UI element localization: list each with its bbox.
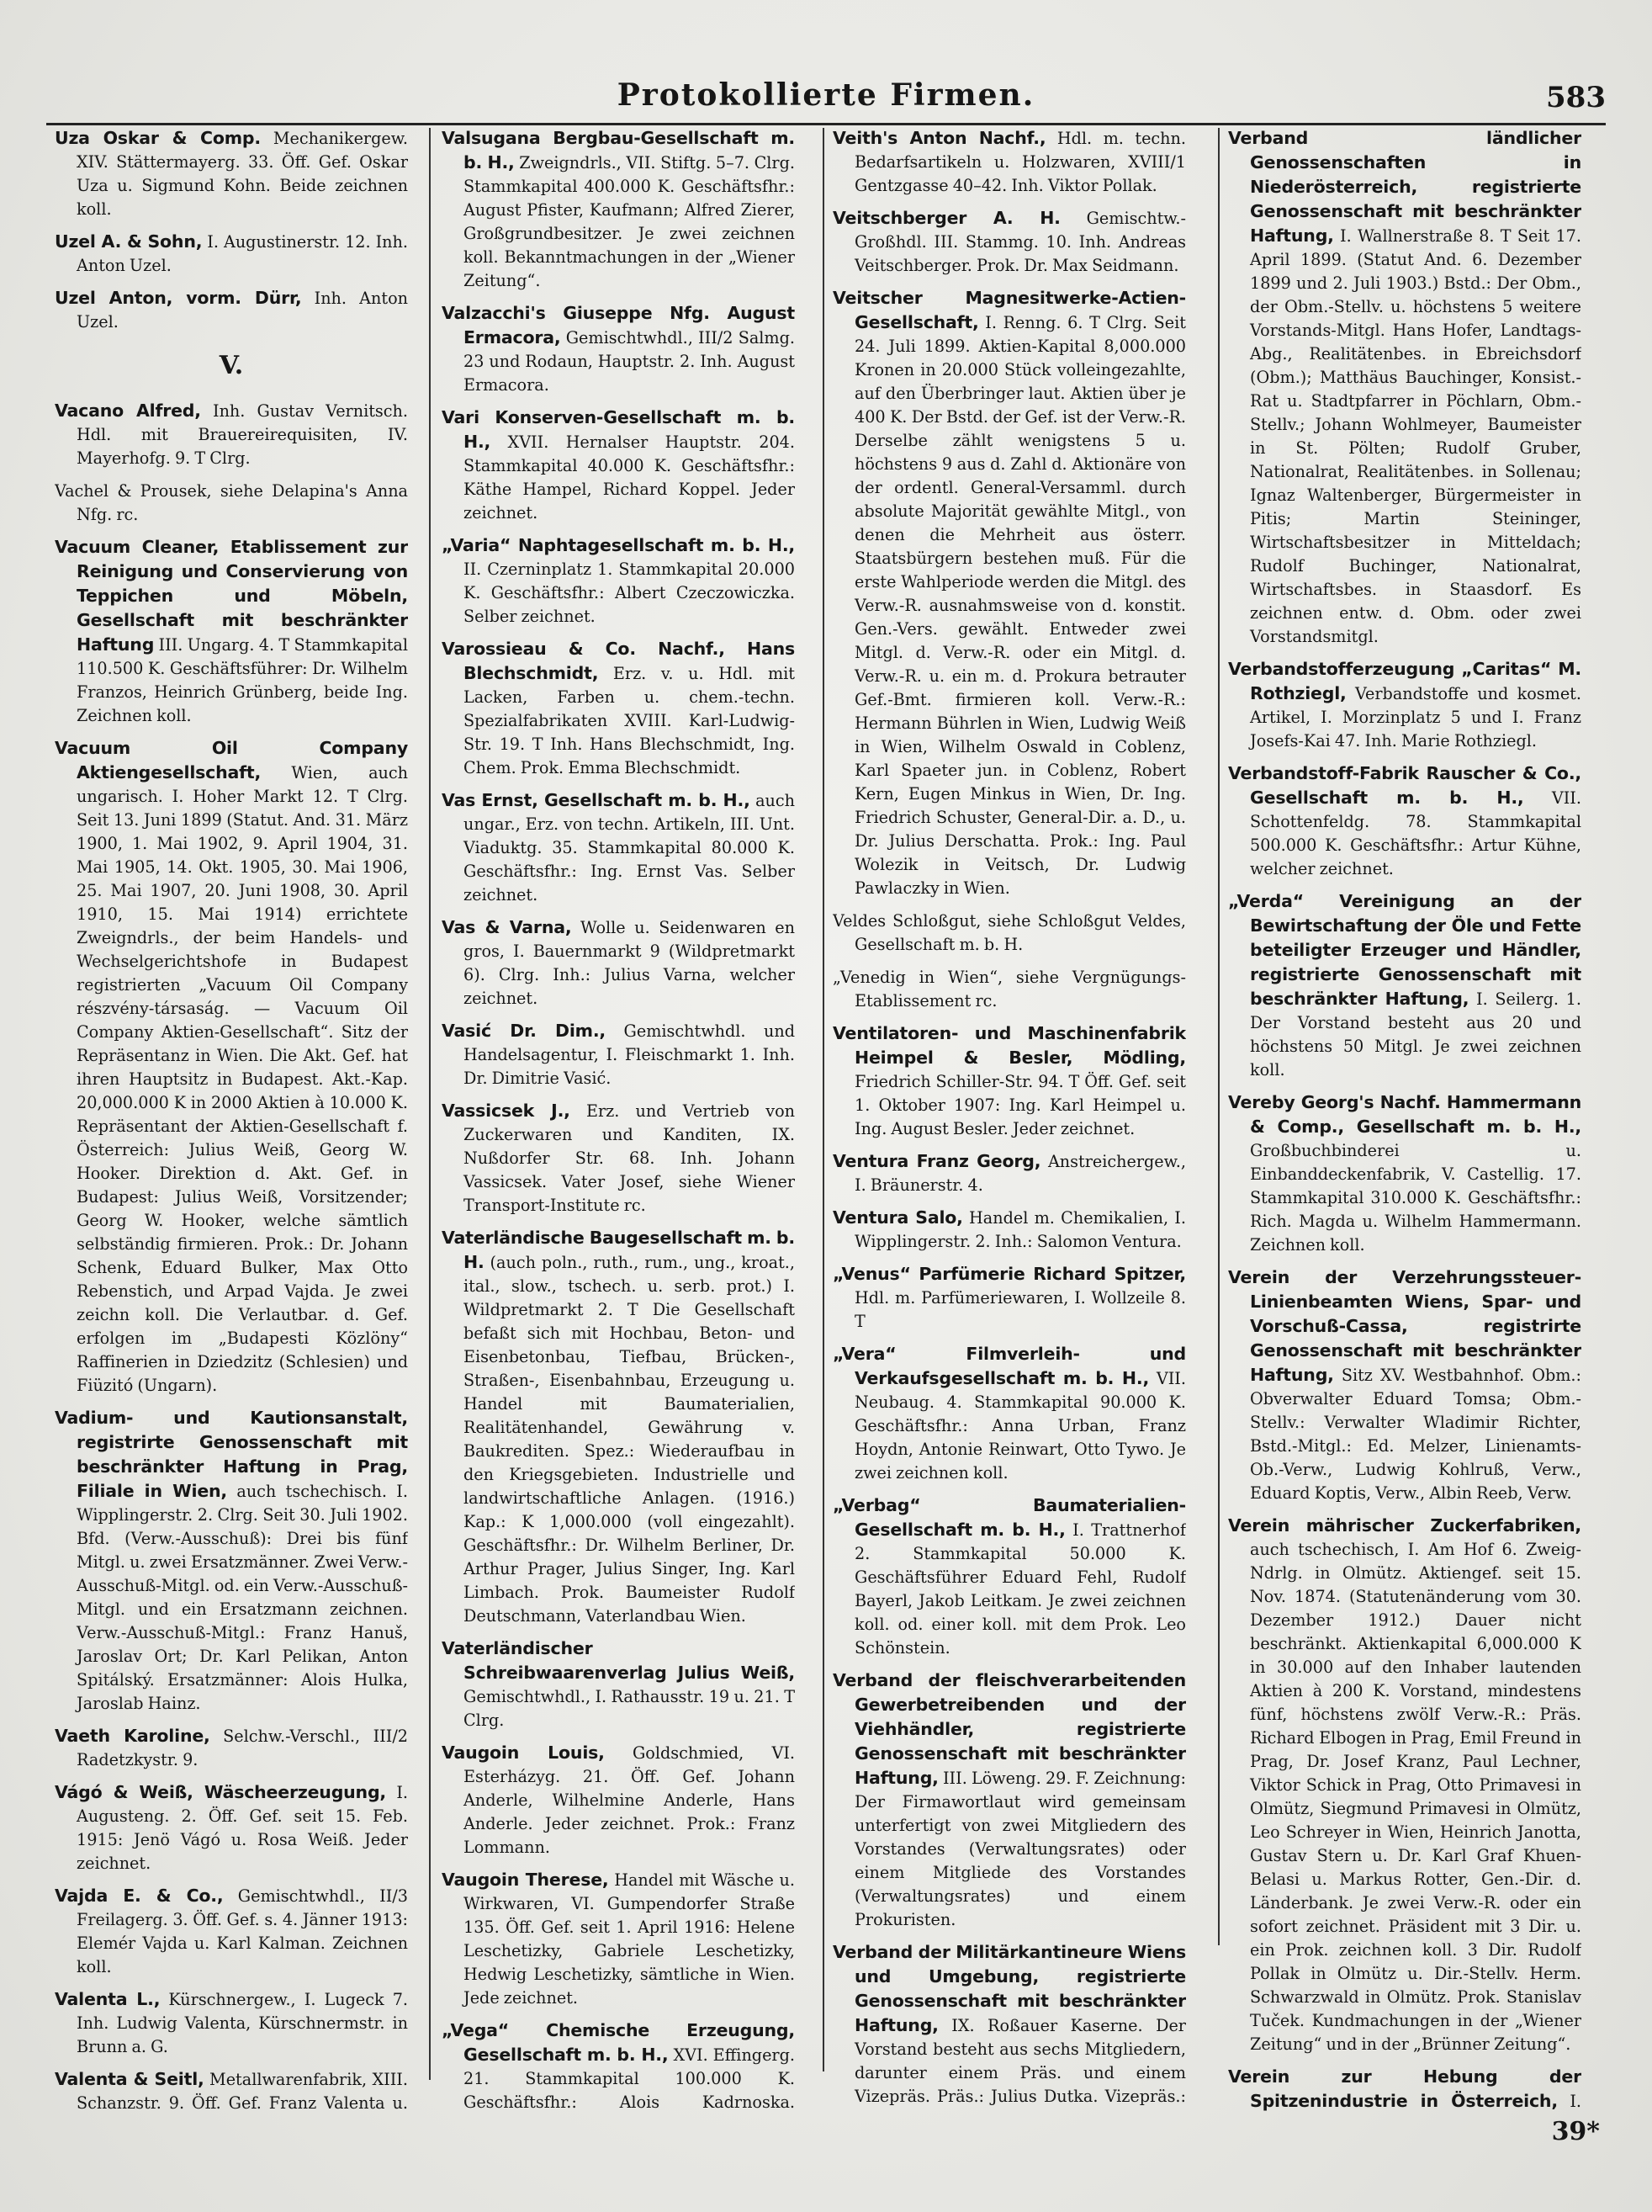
company-details: XVI. Effingerg. 21. Stammkapital 100.000 K. Geschäftsfhr.: Alois Kadrnoska.	[463, 2045, 795, 2111]
company-name: Vaugoin Therese,	[442, 1870, 609, 1890]
company-entry	[442, 1099, 795, 1217]
company-details: Wien, auch ungarisch. I. Hoher Markt 12. T Clrg. Seit 13. Juni 1899 (Statut. And. 31. März 1900, 1. Mai 1902, 9. April 1904, 31. Mai 1905, 14. Okt. 1905, 30. Mai 1906, 25. Mai 1907, 20. Juni 1908, 30. April 1910, 15. Mai 1914) errichtete Zweigndrls., der beim Handels- und Wechselgerichtshofe in Budapest registrierten „Vacuum Oil Company részvény-társaság. — Vacuum Oil Company Aktien-Gesellschaft“. Sitz der Repräsentanz in Wien. Die Akt. Gef. hat ihren Hauptsitz in Budapest. Akt.-Kap. 20,000.000 K in 2000 Aktien à 10.000 K. Repräsentant der Aktien-Gesellschaft f. Österreich: Julius Weiß, Georg W. Hooker. Direktion d. Akt. Gef. in Budapest: Julius Weiß, Vorsitzender; Georg W. Hooker, welche sämtlich selbständig firmieren. Prok.: Dr. Johann Schenk, Eduard Bulker, Max Otto Rebenstich, und Arpad Vajda. Je zwei zeichn koll. Die Verlautbar. d. Gef. erfolgen im „Budapesti Közlöny“ Raffinerien in Dziedzitz (Schlesien) und Fiüzitó (Ungarn).	[77, 763, 408, 1395]
company-name: „Verda“ Vereinigung an der Bewirtschaftung der Öle und Fette beteiligter Erzeuger und Händler, registrierte Genossenschaft mit beschränkter Haftung,	[1228, 891, 1581, 1009]
company-entry	[833, 1149, 1186, 1197]
company-entry	[55, 286, 408, 334]
company-details: auch tschechisch. I. Wipplingerstr. 2. Clrg. Seit 30. Juli 1902. Bfd. (Verw.-Ausschuß): Drei bis fünf Mitgl. u. zwei Ersatzmänner. Zwei Verw.-Ausschuß-Mitgl. od. ein Verw.-Ausschuß-Mitgl. und ein Ersatzmann zeichnen. Verw.-Ausschuß-Mitgl.: Franz Hanuš, Jaroslav Ort; Dr. Karl Pelikan, Anton Spitálský. Ersatzmänner: Alois Hulka, Jaroslab Hainz.	[77, 1482, 408, 1713]
company-details: Metallwarenfabrik, XIII. Schanzstr. 9. Öff. Gef. Franz Valenta u.	[77, 2070, 408, 2111]
company-name: „Verbag“ Baumaterialien-Gesellschaft m. b. H.,	[833, 1495, 1186, 1540]
column-divider	[823, 128, 824, 2071]
company-entry	[833, 909, 1186, 957]
column-2	[442, 126, 795, 2111]
company-details: Erz. und Vertrieb von Zuckerwaren und Kanditen, IX. Nußdorfer Str. 68. Inh. Johann Vassicsek. Vater Josef, siehe Wiener Transport-Institute rc.	[463, 1101, 795, 1215]
company-details: I. Renng. 6. T Clrg. Seit 24. Juli 1899. Aktien-Kapital 8,000.000 Kronen in 20.000 Stück volleingezahlte, auf den Überbringer laut. Aktien über je 400 K. Der Bstd. der Gef. ist der Verw.-R. Derselbe zählt wenigstens 5 u. höchstens 9 aus d. Zahl d. Aktionäre von der ordentl. General-Versamml. durch absolute Majorität gewählte Mitgl., von denen die Mehrheit aus österr. Staatsbürgern bestehen muß. Für die erste Wahlperiode werden die Mitgl. des Verw.-R. ausnahmsweise von d. konstit. Gen.-Vers. gewählt. Entweder zwei Mitgl. d. Verw.-R. oder ein Mitgl. d. Verw.-R. u. ein m. d. Prokura betrauter Gef.-Bmt. firmieren koll. Verw.-R.: Hermann Bührlen in Wien, Ludwig Weiß in Wien, Wilhelm Oswald in Coblenz, Karl Spaeter jun. in Coblenz, Robert Kern, Eugen Minkus in Wien, Dr. Ing. Friedrich Schuster, General-Dir. a. D., u. Dr. Julius Derschatta. Prok.: Ing. Paul Wolezik in Veitsch, Dr. Ludwig Pawlaczky in Wien.	[855, 313, 1186, 898]
company-name: Verbandstofferzeugung „Caritas“ M. Rothziegl,	[1228, 659, 1581, 703]
company-name: Veitscher Magnesitwerke-Actien-Gesellschaft,	[833, 288, 1186, 332]
company-entry	[833, 1021, 1186, 1141]
company-name: Ventura Salo,	[833, 1207, 963, 1228]
company-name: Vassicsek J.,	[442, 1101, 570, 1121]
section-letter: V.	[219, 351, 244, 380]
company-name: Verbandstoff-Fabrik Rauscher & Co., Gesellschaft m. b. H.,	[1228, 763, 1581, 808]
company-entry	[442, 1868, 795, 2010]
company-details: Anstreichergew., I. Bräunerstr. 4.	[855, 1152, 1186, 1195]
column-4	[1228, 126, 1581, 2111]
company-entry	[442, 637, 795, 780]
company-entry	[442, 1741, 795, 1859]
company-name: Uza Oskar & Comp.	[55, 128, 261, 148]
company-entry	[833, 126, 1186, 198]
company-details: I. Wallnerstraße 8. T Seit 17. April 1899. (Statut And. 6. Dezember 1899 und 2. Juli 1903.) Bstd.: Der Obm., der Obm.-Stellv. u. höchstens 5 weitere Vorstands-Mitgl. Hans Hofer, Landtags-Abg., Realitätenbes. in Ebreichsdorf (Obm.); Matthäus Bauchinger, Konsist.-Rat u. Stadtpfarrer in Pöchlarn, Obm.-Stellv.; Johann Wohlmeyer, Baumeister in St. Pölten; Rudolf Gruber, Nationalrat, Realitätenbes. in Sollenau; Ignaz Waltenberger, Bürgermeister in Pitis; Martin Steininger, Wirtschaftsbesitzer in Mitteldach; Rudolf Buchinger, Nationalrat, Wirtschaftsbes. in Staasdorf. Es zeichnen entw. d. Obm. oder zwei Vorstandsmitgl.	[1250, 226, 1581, 646]
company-entry	[55, 535, 408, 728]
company-name: Verband der fleischverarbeitenden Gewerbetreibenden und der Viehhändler, registrierte Genossenschaft mit beschränkter Haftung,	[833, 1670, 1186, 1788]
company-details: IX. Roßauer Kaserne. Der Vorstand besteht aus sechs Mitgliedern, darunter einem Präs. und einem Vizepräs. Präs.: Julius Dutka. Vizepräs.:	[855, 2016, 1186, 2106]
company-entry	[55, 479, 408, 527]
company-name: Vaterländischer Schreibwaarenverlag Julius Weiß,	[442, 1638, 795, 1683]
company-entry	[442, 2018, 795, 2111]
company-details: Großbuchbinderei u. Einbanddeckenfabrik, V. Castellig. 17. Stammkapital 310.000 K. Geschäftsfhr.: Rich. Magda u. Wilhelm Hammermann. Zeichnen koll.	[1250, 1141, 1581, 1255]
company-details: I. Seilerg. 1. Der Vorstand besteht aus 20 und höchstens 50 Mitgl. Je zwei zeichnen koll.	[1250, 989, 1581, 1079]
company-entry	[442, 406, 795, 525]
company-details: Hdl. m. techn. Bedarfsartikeln u. Holzwaren, XVIII/1 Gentzgasse 40–42. Inh. Viktor Pollak.	[855, 129, 1186, 195]
company-name: „Varia“ Naphtagesellschaft m. b. H.,	[442, 535, 795, 555]
company-details: I. Augusteng. 2. Öff. Gef. seit 15. Feb. 1915: Jenö Vágó u. Rosa Weiß. Jeder zeichnet.	[77, 1783, 408, 1873]
company-entry	[442, 788, 795, 907]
company-name: Vágó & Weiß, Wäscheerzeugung,	[55, 1782, 387, 1802]
company-entry	[55, 1780, 408, 1875]
company-details: Handel mit Wäsche u. Wirkwaren, VI. Gumpendorfer Straße 135. Öff. Gef. seit 1. April 1916: Helene Leschetizky, Gabriele Leschetizky, Hedwig Leschetizky, sämtliche in Wien. Jede zeichnet.	[463, 1870, 795, 2008]
company-details: Gemischtw.-Großhdl. III. Stammg. 10. Inh. Andreas Veitschberger. Prok. Dr. Max Seidmann.	[855, 209, 1186, 275]
company-name: Veitschberger A. H.	[833, 208, 1061, 228]
company-entry	[833, 1262, 1186, 1334]
company-details: Inh. Anton Uzel.	[77, 289, 408, 332]
company-entry	[442, 126, 795, 293]
company-name: Verein der Verzehrungssteuer-Linienbeamten Wiens, Spar- und Vorschuß-Cassa, registrirte Genossenschaft mit beschränkter Haftung,	[1228, 1267, 1581, 1385]
company-name: Vas & Varna,	[442, 917, 572, 937]
signature-mark: 39*	[1551, 2117, 1600, 2146]
company-entry	[442, 1226, 795, 1628]
company-name: Veith's Anton Nachf.,	[833, 128, 1046, 148]
company-details: Sitz XV. Westbahnhof. Obm.: Obverwalter Eduard Tomsa; Obm.-Stellv.: Verwalter Wladimir Richter, Bstd.-Mitgl.: Ed. Melzer, Linienamts-Ob.-Verw., Ludwig Kohlruß, Verw., Eduard Koptis, Verw., Albin Reeb, Verw.	[1250, 1366, 1581, 1503]
company-name: Uzel A. & Sohn,	[55, 231, 203, 252]
company-name: Vereby Georg's Nachf. Hammermann & Comp., Gesellschaft m. b. H.,	[1228, 1092, 1581, 1137]
company-details: Wolle u. Seidenwaren en gros, I. Bauernmarkt 9 (Wildpretmarkt 6). Clrg. Inh.: Julius Varna, welcher zeichnet.	[463, 918, 795, 1008]
company-details: Verbandstoffe und kosmet. Artikel, I. Morzinplatz 5 und I. Franz Josefs-Kai 47. Inh. Marie Rothziegl.	[1250, 684, 1581, 751]
company-name: Vacano Alfred,	[55, 400, 201, 421]
company-details: Selchw.-Verschl., III/2 Radetzkystr. 9.	[77, 1727, 408, 1769]
company-name: Vari Konserven-Gesellschaft m. b. H.,	[442, 407, 795, 452]
column-divider	[429, 128, 431, 2080]
page-number: 583	[1546, 81, 1606, 114]
company-name: Verein mährischer Zuckerfabriken,	[1228, 1515, 1581, 1536]
company-name: Vacuum Oil Company Aktiengesellschaft,	[55, 738, 408, 782]
company-name: Valsugana Bergbau-Gesellschaft m. b. H.,	[442, 128, 795, 172]
column-divider	[1218, 128, 1220, 1945]
company-name: „Vega“ Chemische Erzeugung, Gesellschaft m. b. H.,	[442, 2020, 795, 2065]
company-entry	[55, 399, 408, 470]
company-details: I. Trattnerhof 2. Stammkapital 50.000 K. Geschäftsführer Eduard Fehl, Rudolf Bayerl, Jakob Leitkam. Je zwei zeichnen koll. od. einer koll. mit dem Prok. Leo Schönstein.	[855, 1520, 1186, 1658]
company-entry	[1228, 657, 1581, 753]
company-details: Erz. v. u. Hdl. mit Lacken, Farben u. chem.-techn. Spezialfabrikaten XVIII. Karl-Ludwig-Str. 19. T Inh. Hans Blechschmidt, Ing. Chem. Prok. Emma Blechschmidt.	[463, 664, 795, 777]
company-entry	[442, 533, 795, 629]
company-entry	[1228, 1090, 1581, 1257]
company-name: Verband ländlicher Genossenschaften in Niederösterreich, registrierte Genossenschaft mit beschränkter Haftung,	[1228, 128, 1581, 246]
company-entry	[442, 1019, 795, 1090]
company-name: Vaeth Karoline,	[55, 1726, 210, 1746]
company-entry	[442, 915, 795, 1011]
company-entry	[833, 286, 1186, 900]
company-entry	[833, 1493, 1186, 1660]
company-entry	[55, 2067, 408, 2111]
company-name: Ventilatoren- und Maschinenfabrik Heimpel & Besler, Mödling,	[833, 1023, 1186, 1068]
company-entry	[1228, 2065, 1581, 2111]
page-title: Protokollierte Firmen.	[617, 77, 1035, 113]
company-details: Gemischtwhdl., III/2 Salmg. 23 und Rodaun, Hauptstr. 2. Inh. August Ermacora.	[463, 328, 795, 395]
company-details: Vachel & Prousek, siehe Delapina's Anna Nfg. rc.	[55, 481, 408, 524]
company-name: Varossieau & Co. Nachf., Hans Blechschmidt,	[442, 639, 795, 683]
company-details: „Venedig in Wien“, siehe Vergnügungs-Etablissement rc.	[833, 968, 1186, 1011]
company-details: I.	[1570, 2092, 1581, 2111]
company-entry	[1228, 1265, 1581, 1505]
company-details: auch tschechisch, I. Am Hof 6. Zweig-Ndrlg. in Olmütz. Aktiengef. seit 15. Nov. 1874. (Statutenänderung vom 30. Dezember 1912.) Dauer nicht beschränkt. Aktienkapital 6,000.000 K in 30.000 auf den Inhaber lautenden Aktien à 200 K. Vorstand, mindestens fünf, höchstens zwölf Verw.-R.: Präs. Richard Elbogen in Prag, Emil Freund in Prag, Dr. Josef Kranz, Paul Lechner, Viktor Schick in Prag, Otto Primavesi in Olmütz, Siegmund Primavesi in Olmütz, Leo Schreyer in Wien, Heinrich Janotta, Gustav Stern u. Dr. Karl Graf Khuen-Belasi u. Markus Rotter, Gen.-Dir. d. Länderbank. Je zwei Verw.-R. oder ein sofort zeichnet. Präsident mit 3 Dir. u. ein Prok. zeichnen koll. 3 Dir. Rudolf Pollak in Olmütz u. Dir.-Stellv. Herm. Schwarzwald in Olmütz. Prok. Stanislav Tuček. Kundmachungen in der „Wiener Zeitung“ und in der „Brünner Zeitung“.	[1250, 1540, 1581, 2054]
company-details: Mechanikergew. XIV. Stättermayerg. 33. Öff. Gef. Oskar Uza u. Sigmund Kohn. Beide zeichnen koll.	[77, 129, 408, 219]
company-details: VII. Schottenfeldg. 78. Stammkapital 500.000 K. Geschäftsfhr.: Artur Kühne, welcher zeichnet.	[1250, 788, 1581, 878]
company-name: „Vera“ Filmverleih- und Verkaufsgesellschaft m. b. H.,	[833, 1344, 1186, 1388]
column-1	[55, 126, 408, 2111]
company-details: XVII. Hernalser Hauptstr. 204. Stammkapital 40.000 K. Geschäftsfhr.: Käthe Hampel, Richard Koppel. Jeder zeichnet.	[463, 432, 795, 522]
company-details: (auch poln., ruth., rum., ung., kroat., ital., slow., tschech. u. serb. prot.) I. Wildpretmarkt 2. T Die Gesellschaft befaßt sich mit Hochbau, Beton- und Eisenbetonbau, Tiefbau, Brücken-, Straßen-, Eisenbahnbau, Erzeugung u. Handel mit Baumaterialien, Realitätenhandel, Gewährung v. Baukrediten. Spez.: Wiederaufbau in den Kriegsgebieten. Industrielle und landwirtschaftliche Anlagen. (1916.) Kap.: K 1,000.000 (voll eingezahlt). Geschäftsfhr.: Dr. Wilhelm Berliner, Dr. Arthur Prager, Julius Singer, Ing. Karl Limbach. Prok. Baumeister Rudolf Deutschmann, Vaterlandbau Wien.	[463, 1253, 795, 1626]
company-entry	[55, 736, 408, 1398]
company-details: Goldschmied, VI. Esterházyg. 21. Öff. Gef. Johann Anderle, Wilhelmine Anderle, Hans Anderle. Jeder zeichnet. Prok.: Franz Lommann.	[463, 1743, 795, 1857]
company-entry	[833, 1668, 1186, 1932]
company-details: auch ungar., Erz. von techn. Artikeln, III. Unt. Viaduktg. 35. Stammkapital 80.000 K. Geschäftsfhr.: Ing. Ernst Vas. Selber zeichnet.	[463, 791, 795, 904]
company-entry	[55, 126, 408, 221]
company-entry	[1228, 889, 1581, 1082]
company-entry	[55, 1724, 408, 1772]
company-entry	[833, 1206, 1186, 1254]
company-details: Gemischtwhdl., II/3 Freilagerg. 3. Öff. Gef. s. 4. Jänner 1913: Elemér Vajda u. Karl Kalman. Zeichnen koll.	[77, 1886, 408, 1976]
company-details: III. Ungarg. 4. T Stammkapital 110.500 K. Geschäftsführer: Dr. Wilhelm Franzos, Heinrich Grünberg, beide Ing. Zeichnen koll.	[77, 635, 408, 725]
column-3	[833, 126, 1186, 2111]
company-details: Gemischtwhdl., I. Rathausstr. 19 u. 21. T Clrg.	[463, 1687, 795, 1730]
company-name: Verein zur Hebung der Spitzenindustrie in Österreich,	[1228, 2066, 1581, 2111]
company-details: III. Löweng. 29. F. Zeichnung: Der Firmawortlaut wird gemeinsam unterfertigt von zwei Mitgliedern des Vorstandes (Verwaltungsrates) oder einem Mitgliede des Vorstandes (Verwaltungsrates) und einem Prokuristen.	[855, 1769, 1186, 1929]
company-details: Inh. Gustav Vernitsch. Hdl. mit Brauereirequisiten, IV. Mayerhofg. 9. T Clrg.	[77, 401, 408, 468]
company-name: Verband der Militärkantineure Wiens und Umgebung, registrierte Genossenschaft mit beschränkter Haftung,	[833, 1942, 1186, 2035]
company-details: Gemischtwhdl. und Handelsagentur, I. Fleischmarkt 1. Inh. Dr. Dimitrie Vasić.	[463, 1021, 795, 1088]
company-entry	[55, 1884, 408, 1979]
company-entry	[1228, 1514, 1581, 2056]
company-name: Vaugoin Louis,	[442, 1743, 605, 1763]
company-name: Ventura Franz Georg,	[833, 1151, 1041, 1171]
company-name: Valenta & Seitl,	[55, 2069, 204, 2089]
company-entry	[833, 965, 1186, 1013]
company-details: II. Czerninplatz 1. Stammkapital 20.000 K. Geschäftsfhr.: Albert Czeczowiczka. Selber zeichnet.	[463, 560, 795, 626]
company-details: Hdl. m. Parfümeriewaren, I. Wollzeile 8. T	[855, 1288, 1186, 1331]
company-entry	[55, 1406, 408, 1716]
company-details: I. Augustinerstr. 12. Inh. Anton Uzel.	[77, 232, 408, 275]
company-entry	[833, 1940, 1186, 2111]
company-entry	[1228, 761, 1581, 881]
company-details: VII. Neubaug. 4. Stammkapital 90.000 K. Geschäftsfhr.: Anna Urban, Franz Hoydn, Antonie Reinwart, Otto Tywo. Je zwei zeichnen koll.	[855, 1369, 1186, 1483]
company-name: Vasić Dr. Dim.,	[442, 1021, 606, 1041]
company-details: Zweigndrls., VII. Stiftg. 5–7. Clrg. Stammkapital 400.000 K. Geschäftsfhr.: August Pfister, Kaufmann; Alfred Zierer, Großgrundbesitzer. Je zwei zeichnen koll. Bekanntmachungen in der „Wiener Zeitung“.	[463, 153, 795, 290]
company-entry	[55, 1987, 408, 2059]
company-entry	[442, 301, 795, 397]
company-name: Valenta L.,	[55, 1989, 161, 2009]
company-name: Vaterländische Baugesellschaft m. b. H.	[442, 1228, 795, 1272]
company-name: Vas Ernst, Gesellschaft m. b. H.,	[442, 790, 750, 810]
company-name: Vadium- und Kautionsanstalt, registrirte Genossenschaft mit beschränkter Haftung in Prag, Filiale in Wien,	[55, 1408, 408, 1501]
company-entry	[442, 1636, 795, 1732]
company-details: Veldes Schloßgut, siehe Schloßgut Veldes, Gesellschaft m. b. H.	[833, 911, 1186, 954]
company-name: Valzacchi's Giuseppe Nfg. August Ermacora,	[442, 303, 795, 347]
company-entry	[55, 230, 408, 278]
company-name: Uzel Anton, vorm. Dürr,	[55, 288, 302, 308]
company-name: Vacuum Cleaner, Etablissement zur Reinigung und Conservierung von Teppichen und Möbeln, Gesellschaft mit beschränkter Haftung	[55, 537, 408, 655]
company-details: Friedrich Schiller-Str. 94. T Öff. Gef. seit 1. Oktober 1907: Ing. Karl Heimpel u. Ing. August Besler. Jeder zeichnet.	[855, 1072, 1186, 1138]
company-name: Vajda E. & Co.,	[55, 1886, 224, 1906]
company-details: Kürschnergew., I. Lugeck 7. Inh. Ludwig Valenta, Kürschnermstr. in Brunn a. G.	[77, 1990, 408, 2056]
header-rule	[46, 123, 1606, 125]
company-entry	[1228, 126, 1581, 649]
company-details: Handel m. Chemikalien, I. Wipplingerstr. 2. Inh.: Salomon Ventura.	[855, 1208, 1186, 1251]
company-entry	[833, 1342, 1186, 1485]
company-entry	[833, 206, 1186, 278]
company-name: „Venus“ Parfümerie Richard Spitzer,	[833, 1264, 1186, 1284]
